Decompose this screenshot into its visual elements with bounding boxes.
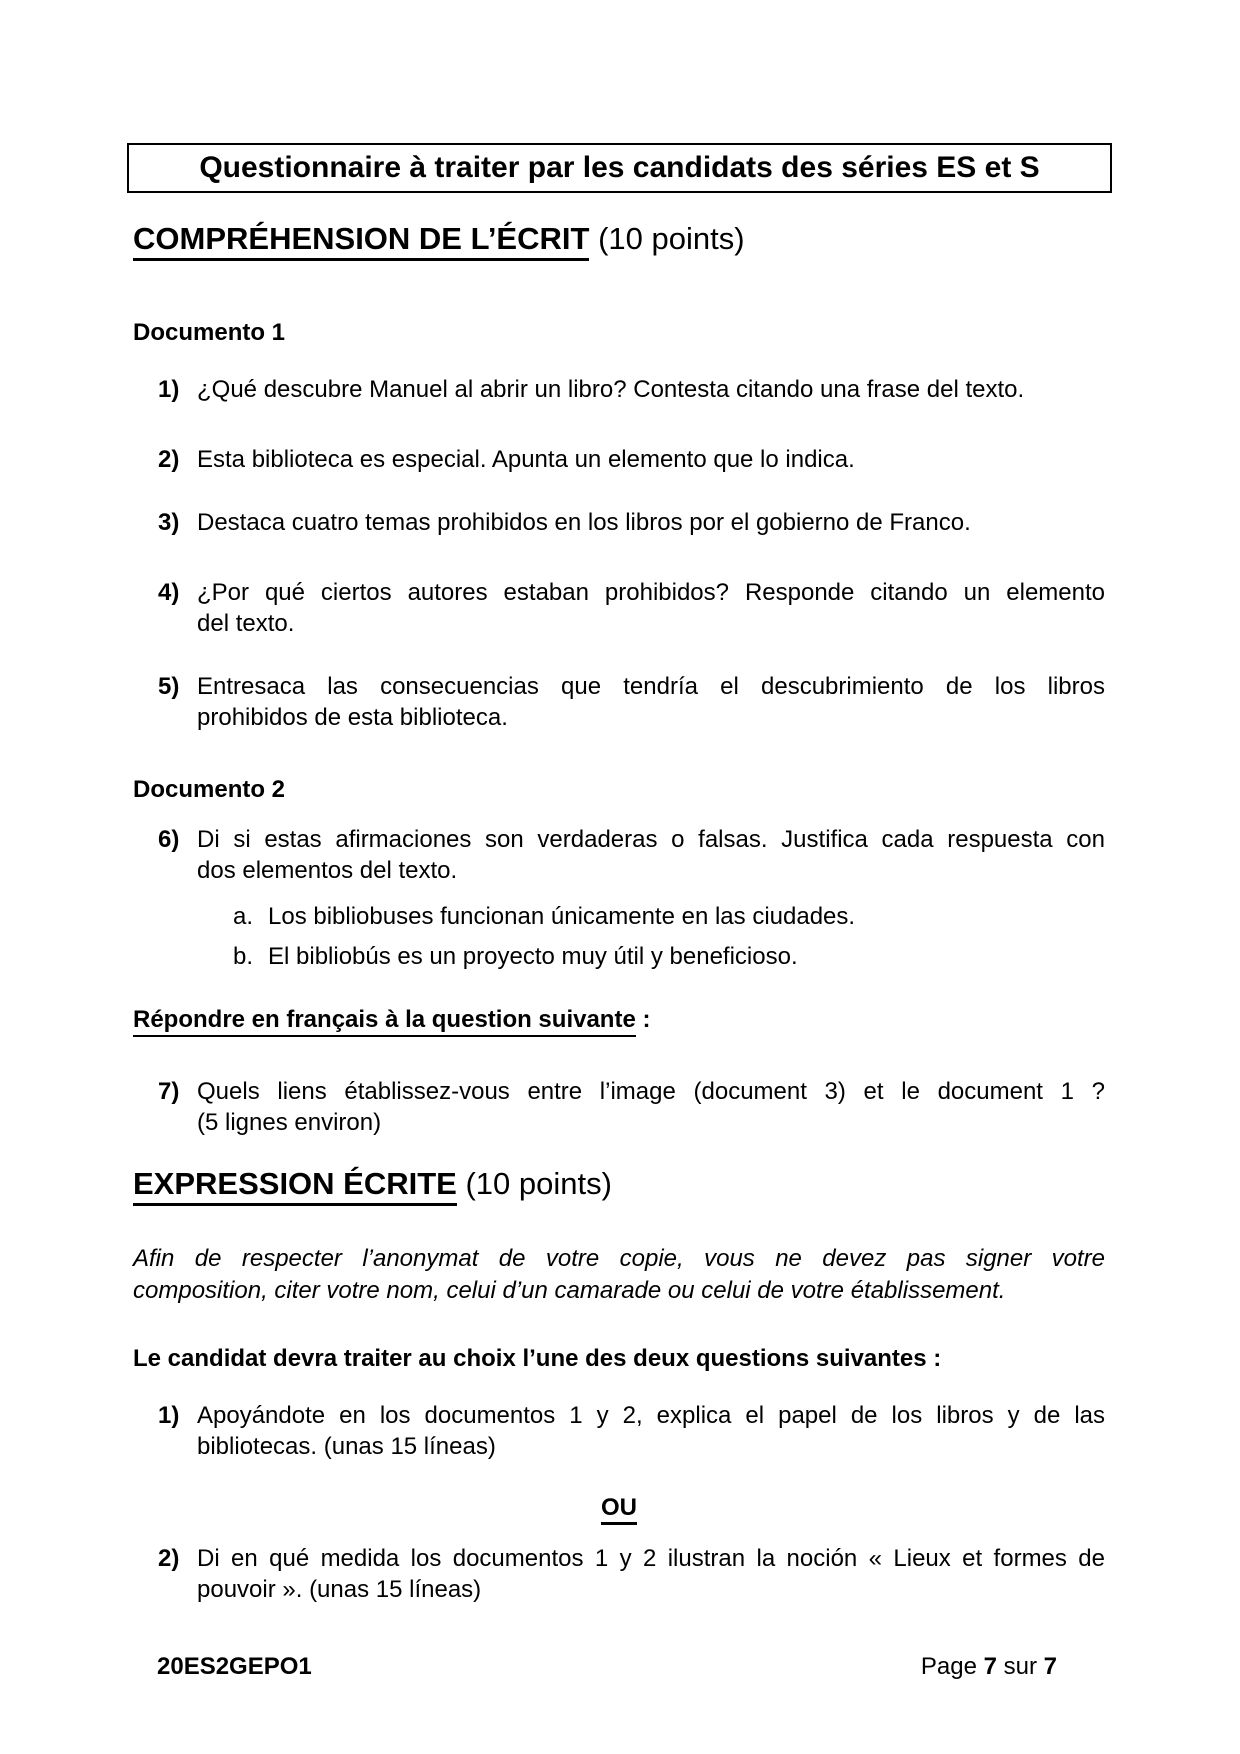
expression-question-2-number: 2) (158, 1545, 180, 1572)
series-banner (127, 143, 1112, 193)
question-4-number: 4) (158, 579, 180, 606)
expression-heading-title: EXPRESSION ÉCRITE (133, 1166, 457, 1206)
comprehension-heading (133, 219, 1105, 259)
french-instruction (133, 1004, 1105, 1035)
question-6 (133, 824, 1105, 886)
question-3-number: 3) (158, 509, 180, 536)
documento-2-label: Documento 2 (133, 776, 286, 803)
question-3-text: Destaca cuatro temas prohibidos en los libros por el gobierno de Franco. (197, 509, 971, 536)
expression-question-2-text: Di en qué medida los documentos 1 y 2 ilustran la noción « Lieux et formes de pouvoir ». (unas 15 líneas) (197, 1545, 1105, 1603)
documento-1-label: Documento 1 (133, 319, 286, 346)
question-1-text: ¿Qué descubre Manuel al abrir un libro? Contesta citando una frase del texto. (197, 376, 1025, 403)
question-5 (133, 671, 1105, 733)
question-3 (133, 507, 1105, 538)
expression-question-1 (133, 1400, 1105, 1462)
question-7-text: Quels liens établissez-vous entre l’image (document 3) et le document 1 ? (5 lignes environ) (197, 1078, 1105, 1136)
exam-code: 20ES2GEPO1 (157, 1653, 312, 1680)
comprehension-heading-title: COMPRÉHENSION DE L’ÉCRIT (133, 221, 589, 261)
question-6-item-a-text: Los bibliobuses funcionan únicamente en las ciudades. (268, 903, 856, 930)
question-4 (133, 577, 1105, 639)
french-instruction-text: Répondre en français à la question suivante (133, 1006, 636, 1037)
question-4-text: ¿Por qué ciertos autores estaban prohibidos? Responde citando un elemento del texto. (197, 579, 1105, 637)
question-1-number: 1) (158, 376, 180, 403)
page-indicator: Page 7 sur 7 (920, 1653, 1057, 1680)
candidate-instruction: Le candidat devra traiter au choix l’une des deux questions suivantes : (133, 1345, 942, 1372)
question-6-item-a-label: a. (233, 903, 254, 930)
question-2 (133, 444, 1105, 475)
page-footer (133, 1651, 1105, 1682)
question-6-item-b (133, 941, 1105, 972)
expression-heading-points: (10 points) (465, 1166, 612, 1201)
question-6-item-b-label: b. (233, 943, 254, 970)
expression-question-1-number: 1) (158, 1402, 180, 1429)
expression-question-2 (133, 1543, 1105, 1605)
question-5-number: 5) (158, 673, 180, 700)
expression-heading (133, 1164, 1105, 1204)
french-instruction-colon: : (635, 1006, 651, 1033)
question-7 (133, 1076, 1105, 1138)
question-6-text: Di si estas afirmaciones son verdaderas o falsas. Justifica cada respuesta con dos elementos del texto. (197, 826, 1105, 884)
comprehension-heading-points: (10 points) (598, 221, 745, 256)
question-6-item-b-text: El bibliobús es un proyecto muy útil y beneficioso. (268, 943, 798, 970)
expression-question-1-text: Apoyándote en los documentos 1 y 2, explica el papel de los libros y de las bibliotecas. (unas 15 líneas) (197, 1402, 1105, 1460)
question-2-text: Esta biblioteca es especial. Apunta un elemento que lo indica. (197, 446, 855, 473)
question-7-number: 7) (158, 1078, 180, 1105)
anonymity-notice: Afin de respecter l’anonymat de votre copie, vous ne devez pas signer votre composition, citer votre nom, celui d’un camarade ou celui de votre établissement. (133, 1245, 1105, 1304)
question-2-number: 2) (158, 446, 180, 473)
ou-divider-text: OU (601, 1494, 637, 1525)
question-6-number: 6) (158, 826, 180, 853)
question-1 (133, 374, 1105, 405)
question-6-item-a (133, 901, 1105, 932)
question-5-text: Entresaca las consecuencias que tendría el descubrimiento de los libros prohibidos de esta biblioteca. (197, 673, 1105, 731)
series-banner-text: Questionnaire à traiter par les candidats des séries ES et S (199, 151, 1040, 184)
ou-divider (133, 1492, 1105, 1523)
